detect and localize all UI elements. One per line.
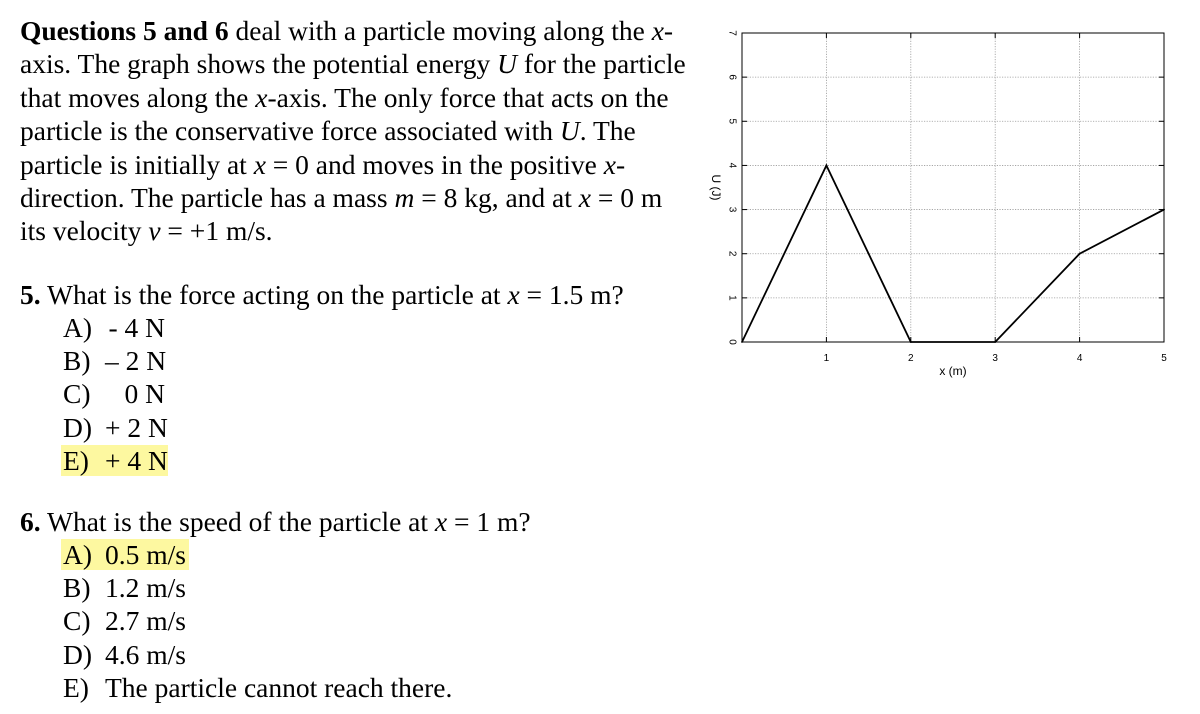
x-tick-label: 4 bbox=[1076, 353, 1083, 364]
y-tick-label: 3 bbox=[726, 206, 738, 213]
x-tick-label: 3 bbox=[992, 353, 998, 364]
data-point bbox=[1079, 253, 1081, 255]
y-tick-label: 2 bbox=[726, 250, 738, 257]
data-point bbox=[1163, 209, 1165, 211]
question-5-choices bbox=[63, 311, 168, 477]
y-tick-label: 7 bbox=[726, 30, 738, 36]
y-tick-label: 4 bbox=[726, 162, 738, 169]
data-point bbox=[910, 341, 912, 343]
q6-choice-c: C) 2.7 m/s bbox=[63, 605, 186, 637]
q5-choice-c: C) 0 N bbox=[63, 378, 165, 410]
y-tick-label: 6 bbox=[726, 74, 738, 80]
q5-choice-d: D) + 2 N bbox=[63, 411, 168, 443]
y-tick-label: 1 bbox=[726, 295, 738, 301]
q6-choice-d: D) 4.6 m/s bbox=[63, 638, 186, 670]
data-point bbox=[994, 341, 996, 343]
q6-choice-a: A) 0.5 m/s bbox=[63, 538, 452, 571]
q6-choice-b: B) 1.2 m/s bbox=[63, 572, 186, 604]
question-6-choices bbox=[63, 538, 452, 704]
x-tick-label: 1 bbox=[823, 353, 830, 364]
x-tick-label: 5 bbox=[1161, 353, 1167, 364]
intro-paragraph: Questions 5 and 6 deal with a particle moving along the x-axis. The graph shows the potential energy U for the particle that moves along the x-axis. The only force that acts on the particle is the conservative force associated with U. The particle is initially at x = 0 and moves in the positive x-direction. The particle has a mass m = 8 kg, and at x = 0 m its velocity v = +1 m/s. bbox=[20, 15, 686, 247]
q6-choice-e: E) The particle cannot reach there. bbox=[63, 671, 453, 703]
potential-energy-chart bbox=[700, 20, 1180, 400]
y-axis-label: U (J) bbox=[709, 174, 723, 201]
plot-frame bbox=[742, 33, 1164, 342]
data-point bbox=[741, 341, 743, 343]
x-tick-label: 2 bbox=[908, 353, 914, 364]
y-tick-label: 5 bbox=[726, 118, 738, 125]
question-5-stem: 5. What is the force acting on the particle at x = 1.5 m? bbox=[20, 279, 624, 310]
question-6-stem: 6. What is the speed of the particle at x = 1 m? bbox=[20, 506, 531, 537]
q5-choice-e: E) + 4 N bbox=[63, 444, 168, 476]
q5-choice-b: B) – 2 N bbox=[63, 345, 167, 377]
x-axis-label: x (m) bbox=[939, 364, 967, 378]
data-point bbox=[826, 165, 828, 167]
q5-choice-a: A) - 4 N bbox=[63, 312, 165, 343]
y-tick-label: 0 bbox=[726, 339, 738, 345]
